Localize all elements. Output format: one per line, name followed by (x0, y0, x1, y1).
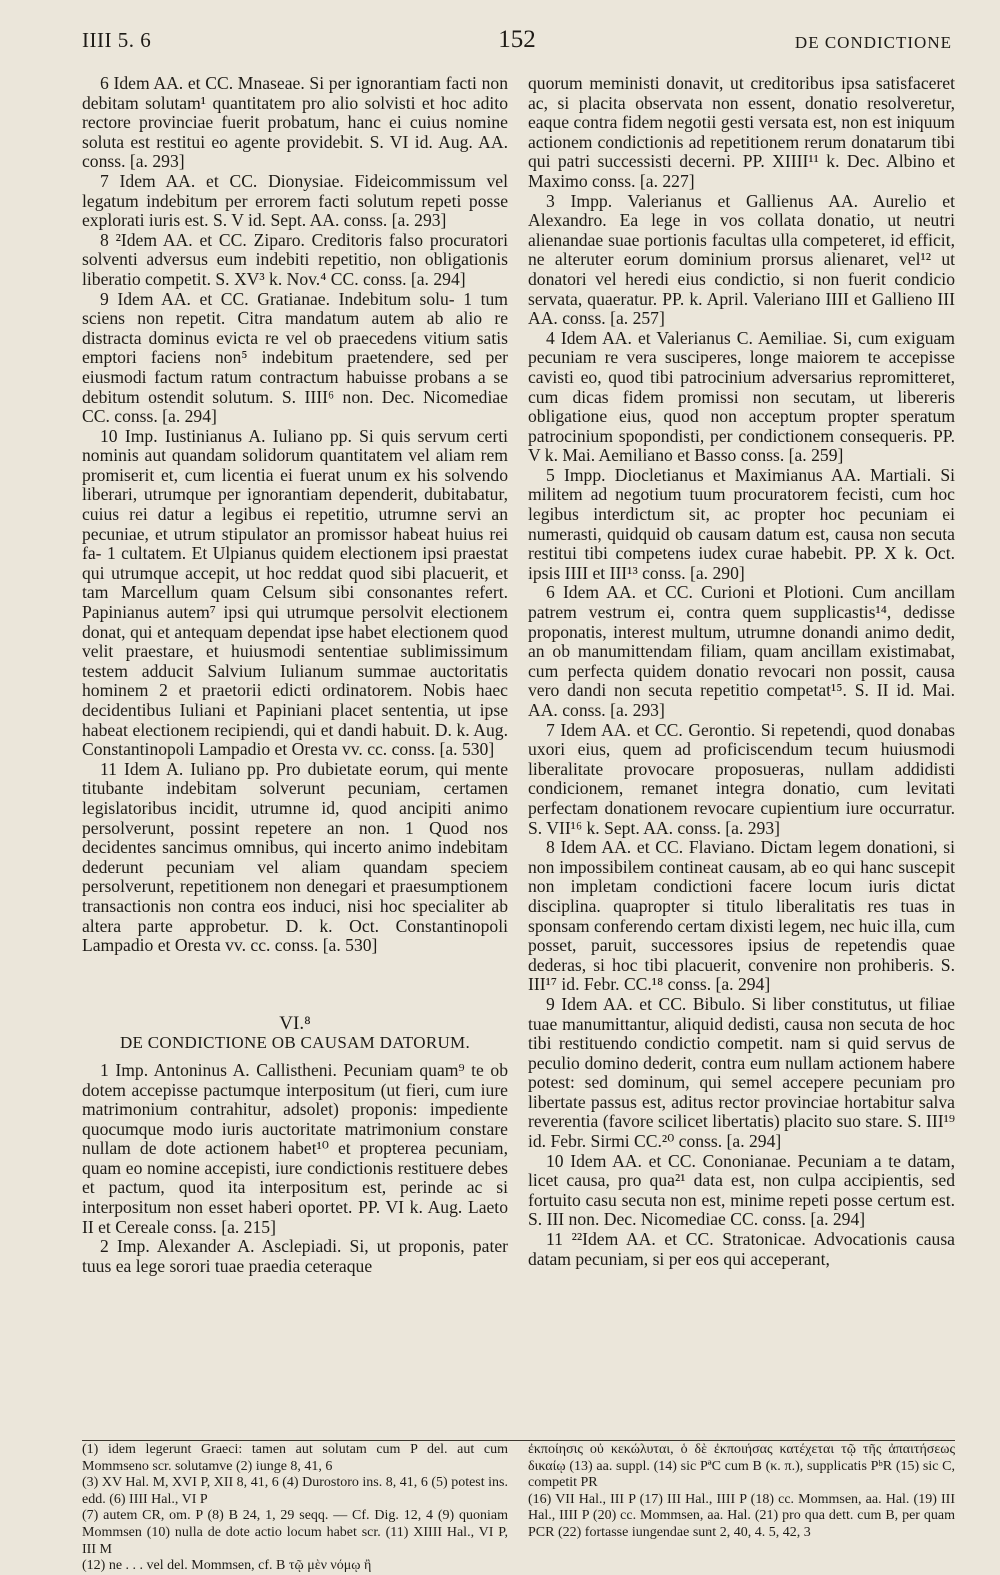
footnote-line: (16) VII Hal., III P (17) III Hal., IIII P (18) cc. Mommsen, aa. Hal. (19) III Hal., IIII P (20) cc. Mommsen, aa. Hal. (21) pro qua dett. cum B, per quam PCR (22) fortasse iungendae sunt 2, 40, 4. 5, 42, 3 (528, 1491, 955, 1540)
paragraph: 7 Idem AA. et CC. Gerontio. Si repetendi, quod donabas uxori eius, quem ad proficiscendum tecum huiusmodi liberalitate provocare proposueras, nullam addidisti condicionem, remanet integra donatio, cum levitati perfectam donationem revocare cupientium iure occurratur. S. VII¹⁶ k. Sept. AA. conss. [a. 293] (528, 719, 955, 838)
paragraph: 2 Imp. Alexander A. Asclepiadi. Si, ut proponis, pater tuus ea lege sorori tuae praedia ceteraque (82, 1236, 508, 1276)
paragraph: 7 Idem AA. et CC. Dionysiae. Fideicommissum vel legatum indebitum per errorem facti solutum repeti posse explorati iuris est. S. V id. Sept. AA. conss. [a. 293] (82, 170, 508, 231)
paragraph: 9 Idem AA. et CC. Gratianae. Indebitum solu- 1 tum sciens non repetit. Citra mandatum autem ab alio re distracta dominus evicta re vel ob praecedens vitium satis emptori faciens non⁵ indebitum praetendere, sed per eiusmodi factum ratum contractum habuisse probans a se debitum ostendit solutum. S. IIII⁶ non. Dec. Nicomediae CC. conss. [a. 294] (82, 288, 508, 427)
paragraph: 6 Idem AA. et CC. Mnaseae. Si per ignorantiam facti non debitam solutam¹ quantitatem pro alio solvisti et hoc adito rectore provinciae fuerit probatum, hanc ei cuius nomine soluta est restitui eo agente providebit. S. VI id. Aug. AA. conss. [a. 293] (82, 73, 508, 172)
right-column (528, 74, 955, 1269)
footnote-separator (82, 1440, 955, 1441)
paragraph: 9 Idem AA. et CC. Bibulo. Si liber constitutus, ut filiae tuae manumittantur, aliquid dedisti, causa non secuta de hoc tibi restituendo condictio competit. nam si quid servus de peculio domino dederit, contra eum nullam actionem habere potest: sed dominum, qui semel accepere pecuniam pro libertate passus est, aditus rector provinciae hortabitur salva reverentia (favore scilicet libertatis) placito suo stare. S. III¹⁹ id. Febr. Sirmi CC.²⁰ conss. [a. 294] (528, 993, 955, 1152)
section-number: VI.⁸ (279, 1012, 311, 1034)
paragraph: 5 Impp. Diocletianus et Maximianus AA. Martiali. Si militem ad negotium tuum procuratorem fecisti, cum hoc legibus interdictum sit, ac propter hoc pecuniam ei numerasti, quidquid ob causam datum est, causa non secuta restitui tibi competens iudex curae habebit. PP. X k. Oct. ipsis IIII et III¹³ conss. [a. 290] (528, 464, 955, 583)
paragraph: 11 Idem A. Iuliano pp. Pro dubietate eorum, qui mente titubante indebitam solverunt pecuniam, certamen legislatoribus incidit, utrumne id, quod ancipiti animo persolverunt, possint repetere an non. 1 Quod nos decidentes sancimus omnibus, qui incerto animo indebitam dederunt pecuniam vel aliam quandam speciem persolverunt, repetitionem non denegari et praesumptionem transactionis non contra eos induci, nisi hoc specialiter ab altera parte approbetur. D. k. Oct. Constantinopoli Lampadio et Oresta vv. cc. conss. [a. 530] (82, 758, 508, 956)
page-number: 152 (498, 26, 536, 53)
footnote-line: ἐκποίησις οὐ κεκώλυται, ὁ δὲ ἐκποιήσας κατέχεται τῷ τῆς ἀπαιτήσεως δικαίῳ (13) aa. suppl. (14) sic PªC cum B (κ. π.), supplicatis PᵇR (15) sic C, competit PR (528, 1442, 955, 1491)
paragraph: 8 ²Idem AA. et CC. Ziparo. Creditoris falso procuratori solventi adversus eum indebiti repetitio, non obligationis liberatio competit. S. XV³ k. Nov.⁴ CC. conss. [a. 294] (82, 229, 508, 289)
footnotes-left (82, 1442, 508, 1575)
paragraph: 8 Idem AA. et CC. Flaviano. Dictam legem donationi, si non impossibilem contineat causam, ab eo qui hanc suscepit non impletam condictioni facere locum iuris dictat disciplina. quapropter si titulo liberalitatis res tuas in sponsam conferendo certam dixisti legem, nec huic illa, cum posset, paruit, successores ipsius de repetendis quae dederas, si hoc tibi placuerit, convenire non prohiberis. S. III¹⁷ id. Febr. CC.¹⁸ conss. [a. 294] (528, 837, 956, 995)
footnote-line: (1) idem legerunt Graeci: tamen aut solutam cum P del. aut cum Mommseno scr. solutamve (2) iunge 8, 41, 6 (82, 1442, 508, 1474)
paragraph: 6 Idem AA. et CC. Curioni et Plotioni. Cum ancillam patrem vestrum ei, contra quem supplicastis¹⁴, dedisse proponatis, interest multum, utrumne donandi animo dedit, an ob manumittendam filiam, quam ancillam existimabat, cum perfecta quidem donatio revocari non possit, causa vero dandi non secuta repetitio competat¹⁵. S. II id. Mai. AA. conss. [a. 293] (528, 582, 955, 720)
left-column (82, 74, 508, 1276)
section-title: DE CONDICTIONE OB CAUSAM DATORUM. (119, 1033, 471, 1053)
footnote-line: (3) XV Hal. M, XVI P, XII 8, 41, 6 (4) Durostoro ins. 8, 41, 6 (5) potest ins. edd. (6) IIII Hal., VI P (82, 1475, 508, 1507)
paragraph: 10 Imp. Iustinianus A. Iuliano pp. Si quis servum certi nominis aut quandam solidorum quantitatem vel aliam rem promiserit et, cum licentia ei fuerat unum ex his solvendo liberari, utrumque per ignorantiam dependerit, dubitabatur, cuius rei datur a legibus ei repetitio, utrumne servi an pecuniae, et utrum stipulator an promissor habeat huius rei fa- 1 cultatem. Et Ulpianus quidem electionem ipsi praestat qui utrumque accepit, ut hoc reddat quod sibi placuerit, et tam Marcellum quam Celsum sibi consonantes refert. Papinianus autem⁷ ipsi qui utrumque persolvit electionem donat, qui et antequam dependat ipse habet electionem quod velit praestare, et huiusmodi sententiae sublimissimum testem adducit Salvium Iulianum summae auctoritatis hominem 2 et praetorii edicti ordinatorem. Nobis haec decidentibus Iuliani et Papiniani placet sententia, ut ipse habeat electionem recipiendi, qui et dandi habuit. D. k. Aug. Constantinopoli Lampadio et Oresta vv. cc. conss. [a. 530] (82, 425, 508, 760)
paragraph: 11 ²²Idem AA. et CC. Stratonicae. Advocationis causa datam pecuniam, si per eos qui acceperant, (528, 1229, 955, 1269)
paragraph: 4 Idem AA. et Valerianus C. Aemiliae. Si, cum exiguam pecuniam re vera susciperes, longe maiorem te accepisse cavisti eo, quod tibi patrocinium adversarius repromitteret, cum dicas fidem promissi non secutam, ut libereris obligatione eius, quod non acceptum propter speratum patrocinium spopondisti, per condictionem consequeris. PP. V k. Mai. Aemiliano et Basso conss. [a. 259] (528, 327, 955, 466)
paragraph: 3 Impp. Valerianus et Gallienus AA. Aurelio et Alexandro. Ea lege in vos collata donatio, ut neutri alienandae suae portionis facultas ulla competeret, id efficit, ne alteruter eorum dominium prorsus alienaret, vel¹² ut donatori vel heredi eius condictio, si non fuerit condicio servata, quaeratur. PP. k. April. Valeriano IIII et Gallieno III AA. conss. [a. 257] (528, 190, 955, 329)
page-header (82, 26, 952, 60)
paragraph: 1 Imp. Antoninus A. Callistheni. Pecuniam quam⁹ te ob dotem accepisse pactumque interpositum (ut fieri, cum iure matrimonium contrahitur, adsolet) proponis: impediente quocumque modo iuris auctoritate matrimonium constare nullam de dote actionem habet¹⁰ et propterea pecuniam, quam eo nomine accepisti, iure condictionis restituere debes et pactum, quod ita interpositum est, perinde ac si interpositum non esset haberi oportet. PP. VI k. Aug. Laeto II et Cereale conss. [a. 215] (82, 1059, 508, 1237)
running-reference: IIII 5. 6 (82, 28, 152, 52)
footnote-line: (7) autem CR, om. P (8) B 24, 1, 29 seqq. — Cf. Dig. 12, 4 (9) quoniam Mommsen (10) nulla de dote actio locum habet scr. (11) XIIII Hal., VI P, III M (82, 1508, 508, 1557)
footnote-line: (12) ne . . . vel del. Mommsen, cf. B τῷ μὲν νόμῳ ἢ (82, 1558, 372, 1574)
running-title: DE CONDICTIONE (794, 33, 952, 52)
paragraph: quorum meministi donavit, ut creditoribus ipsa satisfaceret ac, si placita observata non essent, donatio resolveretur, eaque contra fidem negotii gesti versata est, non est iniquum actionem condictionis ad repetitionem rerum donatarum tibi qui patri successisti decerni. PP. XIIII¹¹ k. Dec. Albino et Maximo conss. [a. 227] (528, 73, 955, 191)
paragraph: 10 Idem AA. et CC. Cononianae. Pecuniam a te datam, licet causa, pro qua²¹ data est, non culpa accipientis, sed fortuito casu secuta non est, minime repeti posse certum est. S. III non. Dec. Nicomediae CC. conss. [a. 294] (528, 1150, 955, 1230)
